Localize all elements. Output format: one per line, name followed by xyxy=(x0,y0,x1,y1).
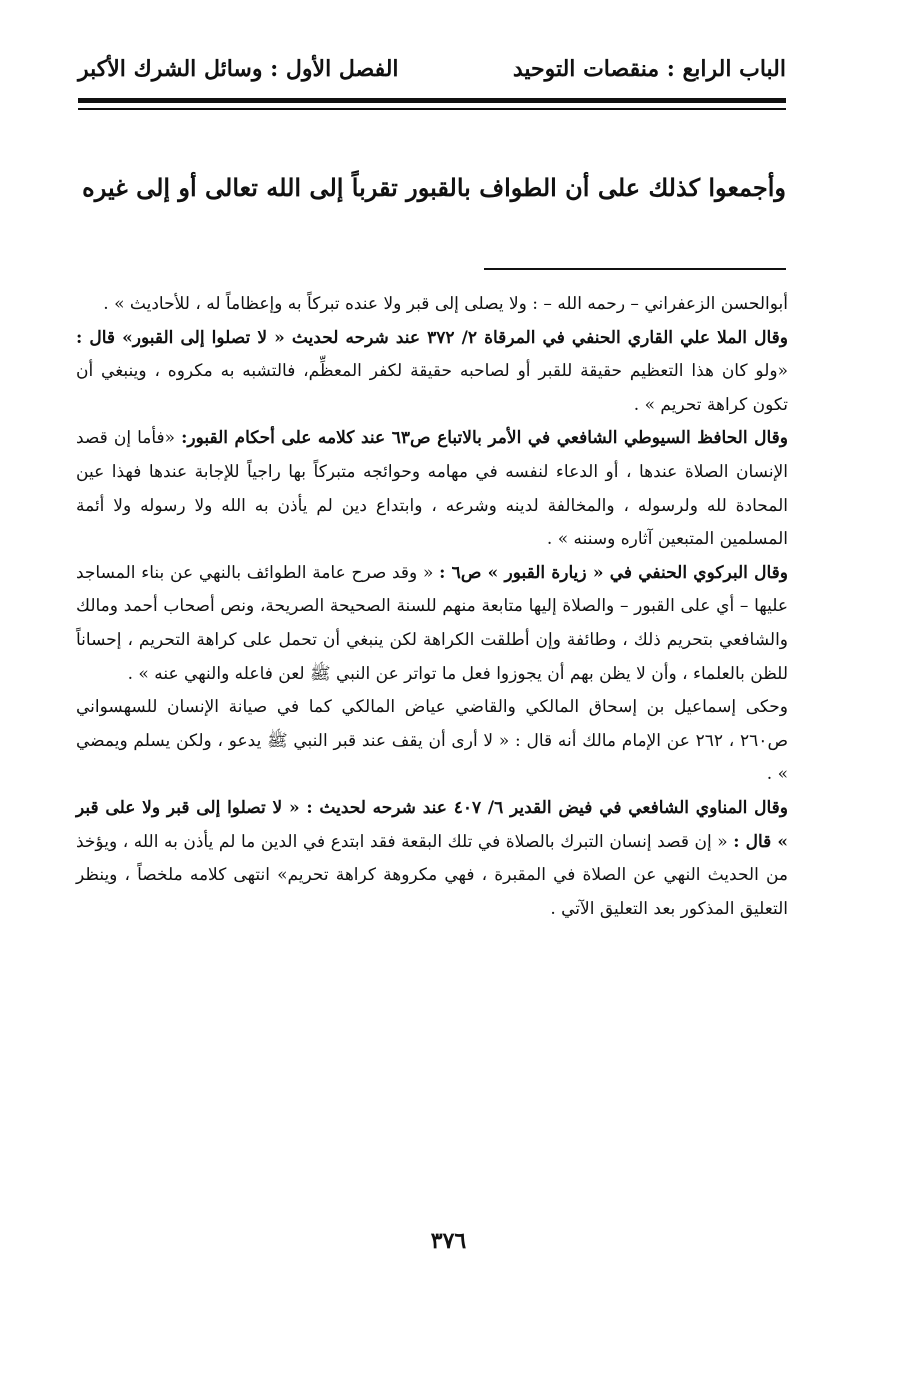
footnote-separator xyxy=(484,268,786,270)
header-rule-thick xyxy=(78,98,786,103)
running-header xyxy=(78,56,786,96)
footnotes xyxy=(76,288,788,926)
header-rule-thin xyxy=(78,108,786,110)
main-text: وأجمعوا كذلك على أن الطواف بالقبور تقرباً إلى الله تعالى أو إلى غيره xyxy=(82,173,786,202)
footnote-paragraph xyxy=(76,422,788,556)
footnote-paragraph xyxy=(76,792,788,926)
footnote-paragraph xyxy=(76,322,788,423)
section-title: الفصل الأول : وسائل الشرك الأكبر xyxy=(78,56,399,82)
footnote-lead: وقال المناوي الشافعي في فيض القدير ٦/ ٤٠٧ عند شرحه لحديث : « لا تصلوا إلى قبر ولا على قبر » قال : xyxy=(76,797,788,852)
footnote-lead: وقال الملا علي القاري الحنفي في المرقاة ٢/ ٣٧٢ عند شرحه لحديث « لا تصلوا إلى القبور» قال : xyxy=(76,327,788,348)
footnote-text: « إن قصد إنسان التبرك بالصلاة في تلك البقعة فقد ابتدع في الدين ما لم يأذن به الله ، ويؤخذ من الحديث النهي عن الصلاة في المقبرة ، فهي مكروهة كراهة تحريم» انتهى كلامه ملخصاً ، وينظر التعليق المذكور بعد التعليق الآتي . xyxy=(76,831,788,919)
chapter-title: الباب الرابع : منقصات التوحيد xyxy=(512,56,786,82)
footnote-text: «فأما إن قصد الإنسان الصلاة عندها ، أو الدعاء لنفسه في مهامه وحوائجه متبركاً بها راجياً للإجابة عندها فهذا عين المحادة لله ولرسوله ، والمخالفة لدينه وشرعه ، وابتداع دين لم يأذن به الله ولا رسوله ولا أئمة المسلمين المتبعين آثاره وسننه » . xyxy=(76,428,788,550)
footnote-paragraph xyxy=(76,557,788,691)
footnote-lead: وقال الحافظ السيوطي الشافعي في الأمر بالاتباع ص٦٣ عند كلامه على أحكام القبور: xyxy=(181,428,788,449)
footnote-text: « وقد صرح عامة الطوائف بالنهي عن بناء المساجد عليها – أي على القبور – والصلاة إليها متابعة منهم للسنة الصحيحة الصريحة، ونص أصحاب أحمد ومالك والشافعي بتحريم ذلك ، وطائفة وإن أطلقت الكراهة لكن ينبغي أن تحمل على كراهة التحريم ، إحساناً للظن بالعلماء ، وأن لا يظن بهم أن يجوزوا فعل ما تواتر عن النبي ﷺ لعن فاعله والنهي عنه » . xyxy=(76,562,788,684)
footnote-lead: وقال البركوي الحنفي في « زيارة القبور » ص٦ : xyxy=(439,562,788,583)
footnote-text: «ولو كان هذا التعظيم حقيقة للقبر أو لصاحبه حقيقة لكفر المعظِّم، فالتشبه به مكروه ، وينبغي أن تكون كراهة تحريم » . xyxy=(76,361,788,415)
footnote-text: وحكى إسماعيل بن إسحاق المالكي والقاضي عياض المالكي كما في صيانة الإنسان للسهسواني ص٢٦٠ ، ٢٦٢ عن الإمام مالك أنه قال : « لا أرى أن يقف عند قبر النبي ﷺ يدعو ، ولكن يسلم ويمضي » . xyxy=(76,697,788,785)
footnote-paragraph xyxy=(76,691,788,792)
footnote-paragraph xyxy=(76,288,788,322)
footnote-text: أبوالحسن الزعفراني – رحمه الله – : ولا يصلى إلى قبر ولا عنده تبركاً به وإعظاماً له ، للأحاديث » . xyxy=(103,294,788,314)
page-number: ٣٧٦ xyxy=(430,1228,467,1254)
